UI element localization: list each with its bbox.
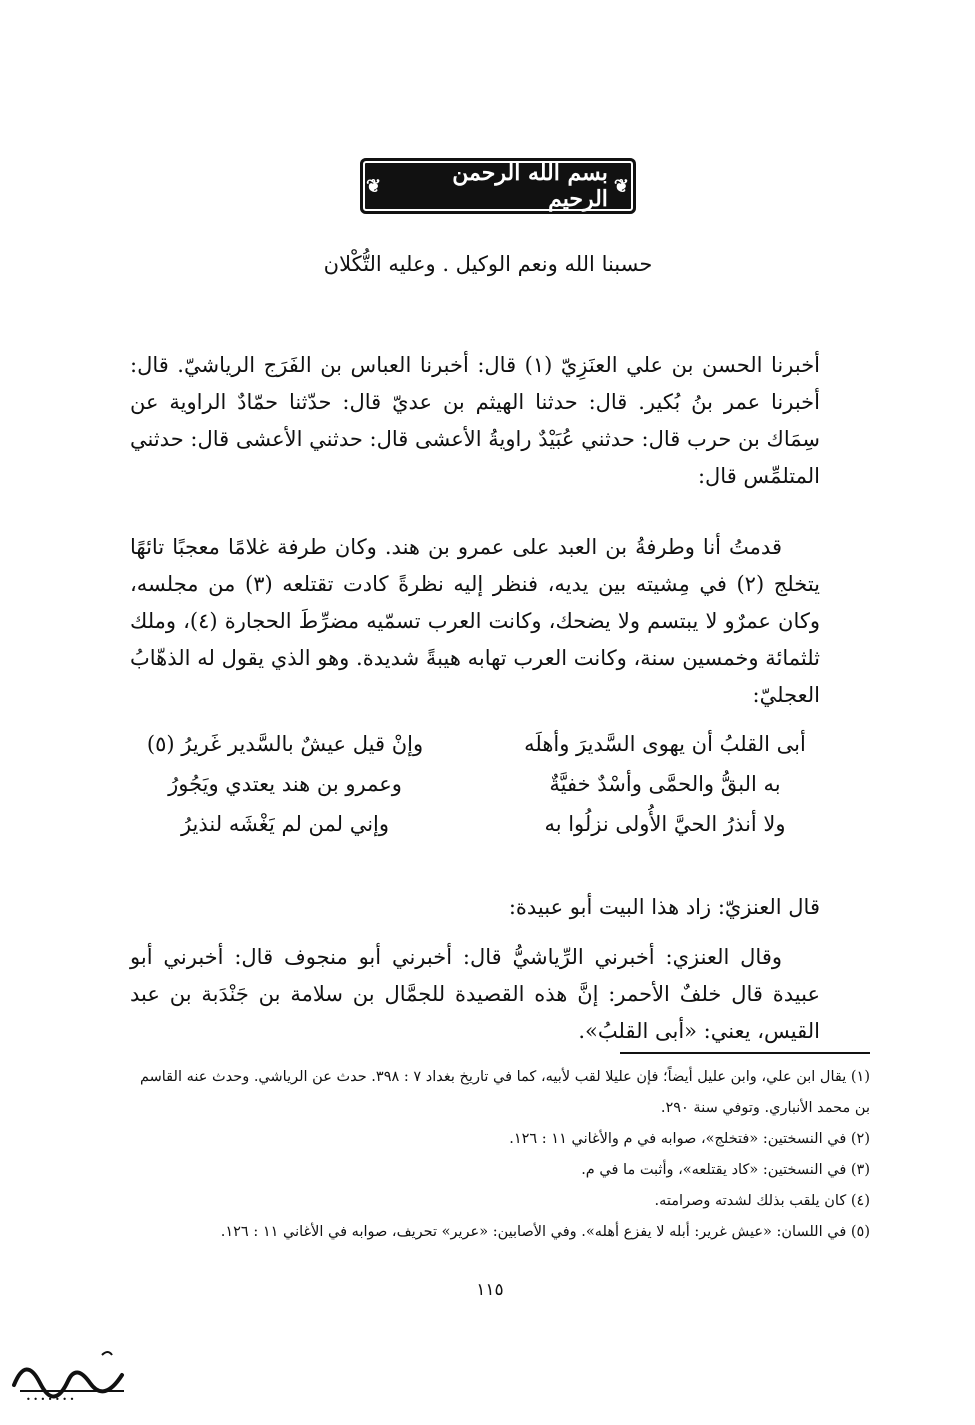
footnote: (٥) في اللسان: «عيش غرير: أبله لا يفزع أهله». وفي الأصابين: «عرير» تحريف، صوابه في الأغاني ١١ : ١٢٦. xyxy=(220,1224,870,1240)
poem-verse xyxy=(120,812,830,846)
svg-text:• • • • • • •: • • • • • • • xyxy=(26,1395,75,1404)
verse-first-hemistich: به البقُّ والحمَّى وأسْدٌ خفيَّةٌ xyxy=(549,772,781,796)
library-stamp-logo xyxy=(6,1345,136,1405)
footnote: (٣) في النسختين: «كاد يقتلعه»، وأثبت ما في م. xyxy=(581,1162,870,1178)
footnote: (٤) كان يلقب بذلك لشدته وصرامته. xyxy=(654,1193,870,1209)
verse-second-hemistich: وإني لمن لم يَغْشَه لنذيرُ xyxy=(180,812,390,836)
stamp-calligraphy-icon xyxy=(6,1345,136,1405)
footnote-divider xyxy=(620,1052,870,1054)
footnote: (٢) في النسختين: «فتخلج»، صوابه في م والأغاني ١١ : ١٢٦. xyxy=(509,1131,870,1147)
page-number: ١١٥ xyxy=(476,1280,504,1300)
verse-first-hemistich: ولا أنذرُ الحيَّ الأُولى نزلُوا به xyxy=(544,812,786,836)
footnotes xyxy=(135,1062,870,1248)
footnote: (١) يقال ابن علي، وابن عليل أيضاً؛ فإن عليلا لقب لأبيه، كما في تاريخ بغداد ٧ : ٣٩٨. حدث عن الرياشي. وحدث عنه القاسم بن محمد الأنباري. وتوفي سنة ٢٩٠. xyxy=(139,1069,870,1116)
narrative-paragraph: قدمتُ أنا وطرفةُ بن العبد على عمرو بن هند. وكان طرفة غلامًا معجبًا تائهًا يتخلج (٢) في مِشيته بين يديه، فنظر إليه نظرةً كادت تقتلعه (٣) من مجلسه، وكان عمرٌو لا يبتسم ولا يضحك، وكانت العرب تسمّيه مضرِّطَ الحجارة (٤)، وملك ثلثمائة وخمسين سنة، وكانت العرب تهابه هيبةً شديدة. وهو الذي يقول له الذهّابُ العجليّ: xyxy=(130,535,821,707)
poem-verse xyxy=(120,732,830,766)
note-paragraph: قال العنزيّ: زاد هذا البيت أبو عبيدة: xyxy=(508,895,820,919)
verse-second-hemistich: وإنْ قيل عيشٌ بالسَّدير غَريرُ (٥) xyxy=(146,732,424,756)
verse-second-hemistich: وعمرو بن هند يعتدي ويَجُورُ xyxy=(168,772,402,796)
invocation-line: حسبنا الله ونعم الوكيل . وعليه التُّكْلان xyxy=(323,252,653,276)
verse-first-hemistich: أبى القلبُ أن يهوى السَّديرَ وأهلَه xyxy=(524,732,806,756)
isnad-paragraph: أخبرنا الحسن بن علي العنَزِيّ (١) قال: أخبرنا العباس بن الفَرَج الرياشيّ. قال: أخبرنا عمر بنُ بُكير. قال: حدثنا الهيثم بن عديّ قال: حدّثنا حمّادٌ الراوية عن سِمَاك بن حرب قال: حدثني عُبَيْدٌ راويةُ الأعشى قال: حدثني الأعشى قال: حدثني المتلمِّس قال: xyxy=(130,353,821,488)
bismillah-ornament: ❦ بسم الله الرحمن الرحيم ❦ xyxy=(360,158,636,214)
attribution-paragraph: وقال العنزي: أخبرني الرِّياشيُّ قال: أخبرني أبو منجوف قال: أخبرني أبو عبيدة قال خلفٌ الأحمر: إنَّ هذه القصيدة للجمَّال بن سلامة بن جَنْدَبة بن عبد القيس، يعني: «أبى القلبُ». xyxy=(130,945,820,1043)
poem-verse xyxy=(120,772,830,806)
